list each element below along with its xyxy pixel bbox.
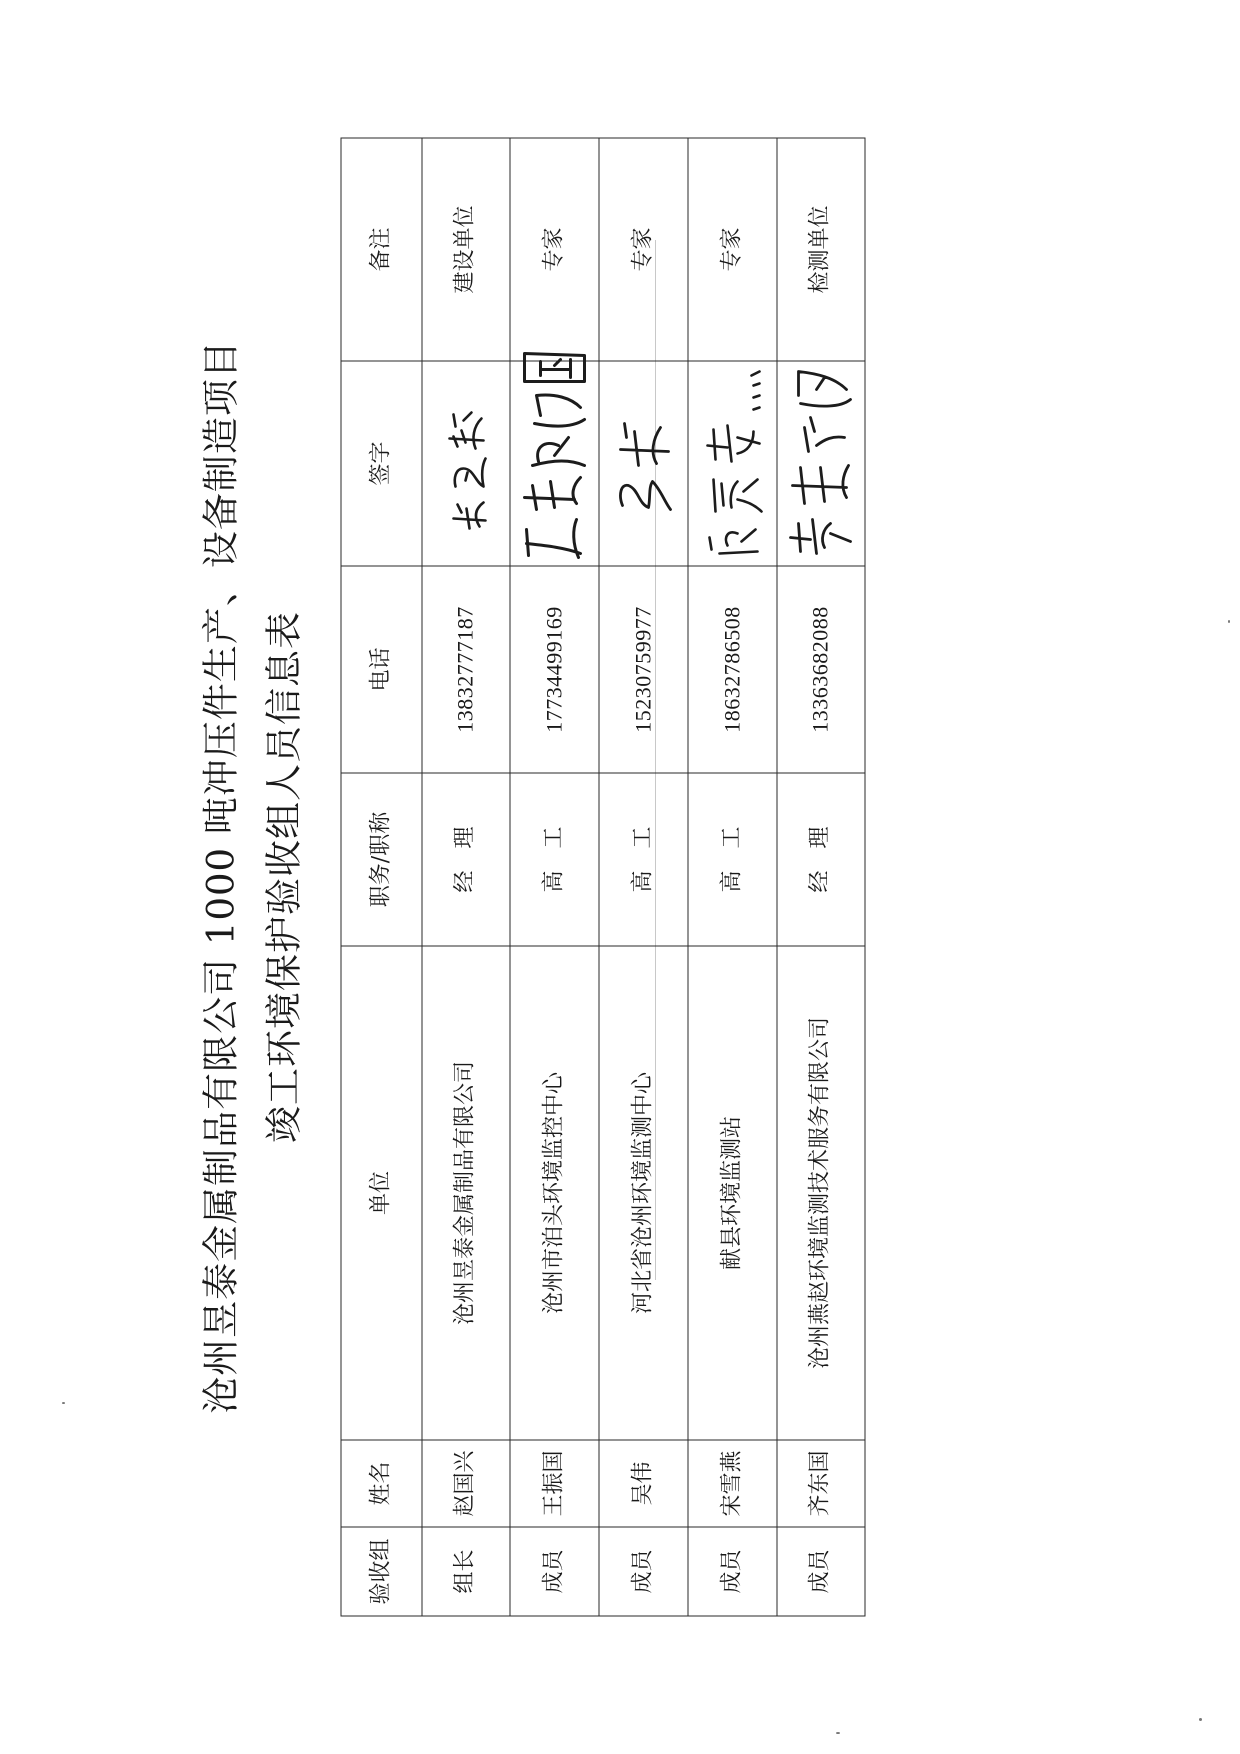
cell-name: 齐东国	[777, 1440, 865, 1527]
handwritten-signature	[436, 389, 496, 539]
table-row	[422, 138, 510, 1616]
handwritten-signature	[514, 346, 594, 566]
header-signature: 签字	[341, 361, 422, 566]
cell-remark: 专家	[688, 138, 777, 361]
cell-title: 高 工	[688, 773, 777, 946]
cell-phone: 17734499169	[510, 566, 599, 773]
table-row	[688, 138, 777, 1616]
cell-unit: 沧州燕赵环境监测技术服务有限公司	[777, 946, 865, 1440]
signature-image	[688, 361, 777, 566]
cell-role: 组长	[422, 1527, 510, 1616]
cell-title: 经 理	[422, 773, 510, 946]
scan-speck	[836, 1732, 840, 1734]
handwritten-signature	[608, 404, 678, 524]
signature-image	[777, 361, 865, 566]
header-remark: 备注	[341, 138, 422, 361]
table-row	[599, 138, 688, 1616]
header-title: 职务/职称	[341, 773, 422, 946]
cell-remark: 专家	[599, 138, 688, 361]
cell-role: 成员	[510, 1527, 599, 1616]
handwritten-signature	[697, 364, 767, 564]
cell-remark: 专家	[510, 138, 599, 361]
cell-remark: 检测单位	[777, 138, 865, 361]
cell-title: 经 理	[777, 773, 865, 946]
cell-phone: 18632786508	[688, 566, 777, 773]
cell-unit: 沧州市泊头环境监控中心	[510, 946, 599, 1440]
cell-phone: 15230759977	[599, 566, 688, 773]
scan-speck	[1228, 620, 1230, 623]
document-title-line1: 沧州昱泰金属制品有限公司 1000 吨冲压件生产、设备制造项目	[199, 340, 243, 1414]
scan-speck	[1199, 1718, 1202, 1721]
cell-name: 宋雪燕	[688, 1440, 777, 1527]
cell-role: 成员	[688, 1527, 777, 1616]
cell-title: 高 工	[510, 773, 599, 946]
handwritten-signature	[781, 364, 861, 564]
cell-role: 成员	[777, 1527, 865, 1616]
cell-name: 吴伟	[599, 1440, 688, 1527]
document-title-line2: 竣工环境保护验收组人员信息表	[262, 611, 306, 1143]
signature-image	[510, 361, 599, 566]
header-unit: 单位	[341, 946, 422, 1440]
cell-unit: 献县环境监测站	[688, 946, 777, 1440]
table-header-row	[341, 138, 422, 1616]
header-name: 姓名	[341, 1440, 422, 1527]
cell-unit: 河北省沧州环境监测中心	[599, 946, 688, 1440]
cell-title: 高 工	[599, 773, 688, 946]
signature-image	[422, 361, 510, 566]
cell-unit: 沧州昱泰金属制品有限公司	[422, 946, 510, 1440]
cell-remark: 建设单位	[422, 138, 510, 361]
rotated-document	[61, 50, 1181, 1705]
cell-name: 赵国兴	[422, 1440, 510, 1527]
table-row	[510, 138, 599, 1616]
header-phone: 电话	[341, 566, 422, 773]
member-info-table	[341, 138, 866, 1617]
table-row	[777, 138, 865, 1616]
header-group: 验收组	[341, 1527, 422, 1616]
cell-phone: 13363682088	[777, 566, 865, 773]
cell-phone: 13832777187	[422, 566, 510, 773]
cell-name: 王振国	[510, 1440, 599, 1527]
cell-role: 成员	[599, 1527, 688, 1616]
signature-image	[599, 361, 688, 566]
